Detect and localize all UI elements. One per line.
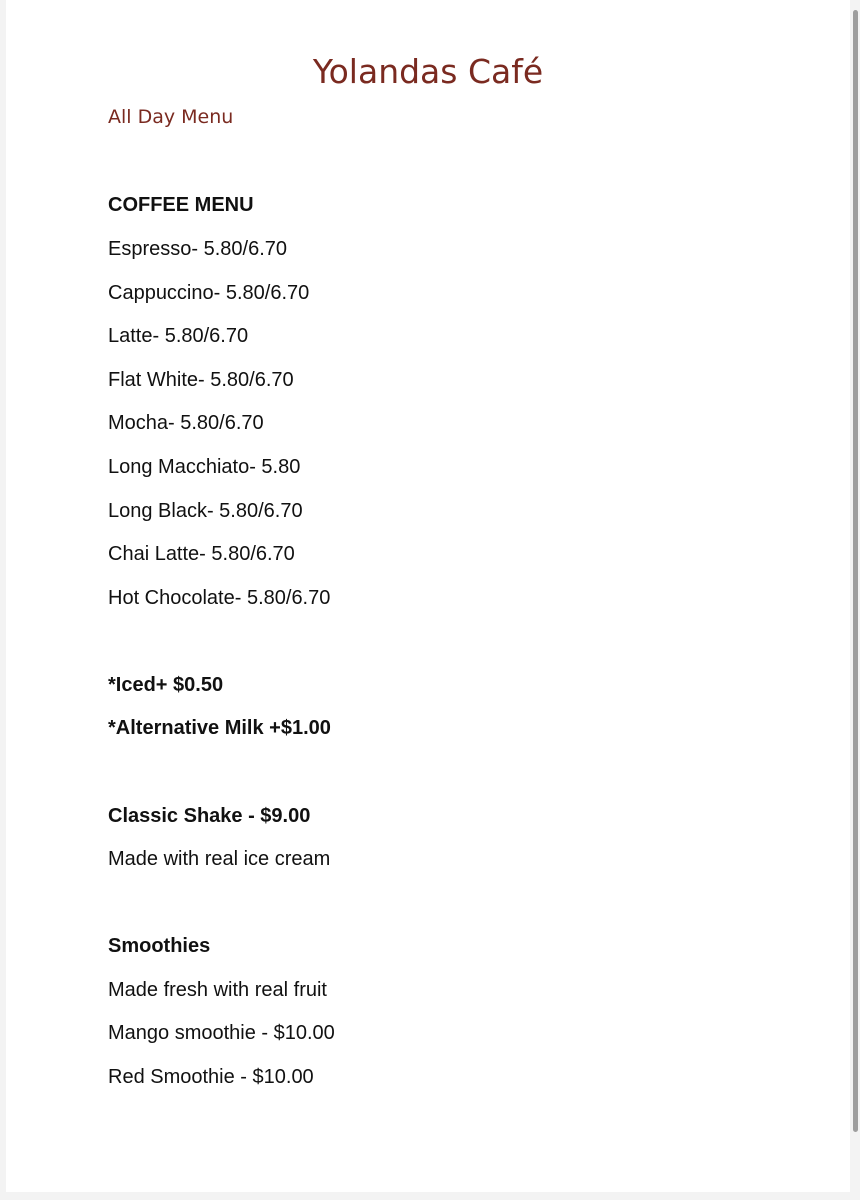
coffee-item-espresso: Espresso- 5.80/6.70 bbox=[108, 238, 287, 260]
cafe-title: Yolandas Café bbox=[312, 52, 544, 91]
smoothies-description: Made fresh with real fruit bbox=[108, 979, 327, 1001]
classic-shake-heading: Classic Shake - $9.00 bbox=[108, 805, 311, 827]
smoothie-item-mango: Mango smoothie - $10.00 bbox=[108, 1022, 335, 1044]
coffee-item-hot-chocolate: Hot Chocolate- 5.80/6.70 bbox=[108, 587, 331, 609]
extra-alternative-milk: *Alternative Milk +$1.00 bbox=[108, 717, 331, 739]
coffee-item-long-black: Long Black- 5.80/6.70 bbox=[108, 500, 303, 522]
coffee-menu-heading: COFFEE MENU bbox=[108, 194, 254, 216]
coffee-item-latte: Latte- 5.80/6.70 bbox=[108, 325, 249, 347]
smoothies-heading: Smoothies bbox=[108, 935, 211, 957]
coffee-item-long-macchiato: Long Macchiato- 5.80 bbox=[108, 456, 301, 478]
coffee-item-mocha: Mocha- 5.80/6.70 bbox=[108, 412, 264, 434]
extra-iced: *Iced+ $0.50 bbox=[108, 674, 224, 696]
vertical-scrollbar[interactable] bbox=[850, 0, 860, 1200]
menu-subtitle: All Day Menu bbox=[108, 106, 234, 128]
smoothie-item-red: Red Smoothie - $10.00 bbox=[108, 1066, 314, 1088]
coffee-item-flat-white: Flat White- 5.80/6.70 bbox=[108, 369, 294, 391]
coffee-item-cappuccino: Cappuccino- 5.80/6.70 bbox=[108, 282, 310, 304]
scrollbar-thumb[interactable] bbox=[853, 10, 858, 1132]
coffee-item-chai-latte: Chai Latte- 5.80/6.70 bbox=[108, 543, 295, 565]
menu-page bbox=[6, 0, 851, 1192]
classic-shake-description: Made with real ice cream bbox=[108, 848, 331, 870]
